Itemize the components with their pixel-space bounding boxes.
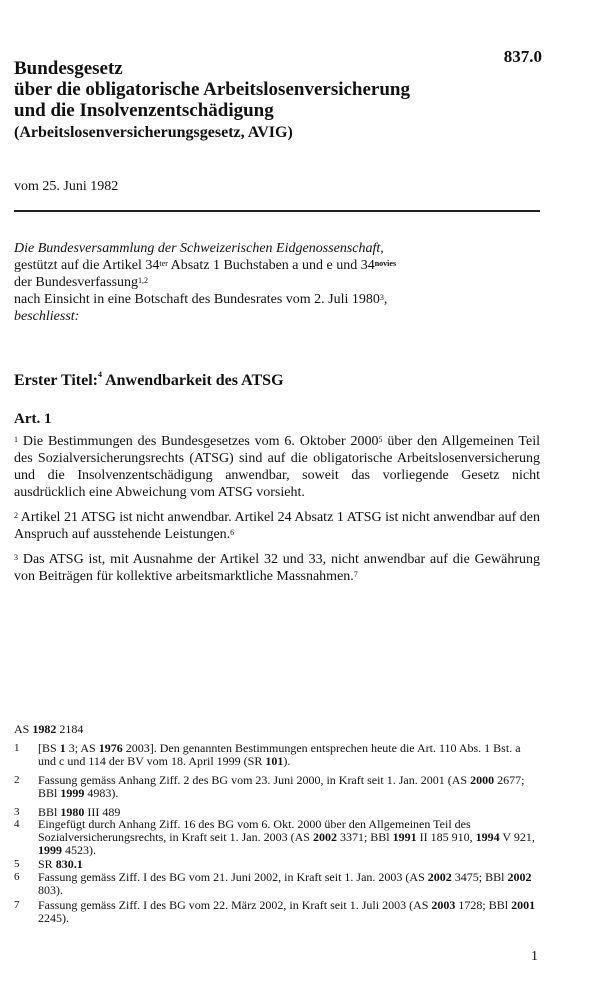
section-heading-title: Anwendbarkeit des ATSG — [101, 372, 284, 389]
preamble-basis-text-2: Absatz 1 Buchstaben a und e und 34 — [167, 258, 375, 273]
article-heading: Art. 1 — [14, 411, 52, 427]
paragraph-number: 2 — [14, 511, 18, 520]
paragraph-text: Artikel 21 ATSG ist nicht anwendbar. Artikel 24 Absatz 1 ATSG ist nicht anwendbar auf den Anspruch auf ausstehende Leistungen. — [14, 510, 540, 542]
fn-text: 3475; BBl — [451, 870, 508, 884]
title-line-2: über die obligatorische Arbeitslosenversicherung — [14, 79, 410, 100]
fn-bold: 2001 — [511, 898, 536, 912]
footnote-ref-3[interactable]: 3 — [379, 293, 384, 302]
section-heading — [14, 372, 284, 390]
preamble-constitution-text: der Bundesverfassung — [14, 275, 139, 290]
fn-bold: 2002 — [427, 870, 452, 884]
footnote-number: 4 — [14, 818, 20, 830]
footnote-number: 2 — [14, 774, 20, 786]
fn-text: 3371; BBl — [336, 830, 393, 844]
law-title — [14, 58, 484, 143]
fn-text: III 489 — [84, 805, 121, 819]
title-line-3: und die Insolvenzentschädigung — [14, 100, 274, 121]
paragraph-number: 1 — [14, 435, 18, 444]
fn-text: 4983). — [84, 786, 119, 800]
footnote-ref-6[interactable]: 6 — [230, 528, 235, 537]
fn-bold: 1991 — [392, 830, 417, 844]
fn-bold: 2002 — [312, 830, 337, 844]
paragraph-text-2: über den Allgemeinen Teil des Sozialversicherungsrechts (ATSG) sind auf die obligatorische Arbeitslosenversicherung und die Insolvenzentschädigung anwendbar, soweit das vorliegende Gesetz nicht ausdrücklich eine Abweichung vom ATSG vorsieht. — [14, 434, 540, 500]
fn-text: Fassung gemäss Ziff. I des BG vom 21. Juni 2002, in Kraft seit 1. Jan. 2003 (AS — [38, 870, 428, 884]
fn-text: Fassung gemäss Anhang Ziff. 2 des BG vom 23. Juni 2000, in Kraft seit 1. Jan. 2001 (AS — [38, 773, 471, 787]
preamble-message — [14, 291, 544, 308]
title-abbreviation: (Arbeitslosenversicherungsgesetz, AVIG) — [14, 124, 293, 141]
fn-text: BBl — [38, 805, 61, 819]
preamble-assembly: Die Bundesversammlung der Schweizerischen Eidgenossenschaft, — [14, 241, 384, 256]
fn-text: Eingefügt durch Anhang Ziff. 16 des BG vom 6. Okt. 2000 über den Allgemeinen Teil des Sozialversicherungsrechts, in Kraft seit 1. Jan. 2003 (AS — [38, 817, 471, 844]
fn-bold: 1976 — [98, 741, 123, 755]
fn-bold: 2003 — [431, 898, 456, 912]
fn-bold: 2002 — [507, 870, 532, 884]
fn-text: 803). — [38, 883, 63, 897]
fn-text: ). — [283, 754, 291, 768]
as-year: 1982 — [32, 722, 57, 736]
paragraph-number: 3 — [14, 553, 18, 562]
preamble-resolves: beschliesst: — [14, 309, 80, 324]
footnote-ref-4[interactable]: 4 — [97, 370, 102, 379]
fn-text: Fassung gemäss Ziff. I des BG vom 22. März 2002, in Kraft seit 1. Juli 2003 (AS — [38, 898, 432, 912]
preamble-message-comma: , — [383, 292, 388, 307]
footnote-text — [38, 871, 538, 897]
article-paragraph-3 — [14, 551, 540, 585]
fn-text: 2677; BBl — [38, 773, 525, 800]
footnote-text — [38, 899, 538, 925]
paragraph-text: Das ATSG ist, mit Ausnahme der Artikel 32 und 33, nicht anwendbar auf die Gewährung von Beiträgen für kollektive arbeitsmarktliche Massnahmen. — [14, 552, 540, 584]
footnote-ref-5[interactable]: 5 — [378, 435, 383, 444]
page-number: 1 — [531, 949, 538, 964]
title-line-1: Bundesgesetz — [14, 58, 123, 79]
fn-text: 3; AS — [65, 741, 99, 755]
fn-bold: 1999 — [38, 843, 62, 857]
preamble-constitution — [14, 274, 544, 291]
preamble-sup-novies: novies — [374, 259, 397, 268]
preamble-message-text: nach Einsicht in eine Botschaft des Bundesrates vom 2. Juli 1980 — [14, 292, 380, 307]
section-heading-label: Erster Titel: — [14, 372, 98, 389]
preamble-basis — [14, 257, 544, 274]
footnote-text — [38, 774, 538, 800]
footnote-ref-1-2[interactable]: 1,2 — [138, 276, 149, 285]
title-divider — [14, 210, 540, 212]
footnote-number: 3 — [14, 806, 20, 818]
enactment-date: vom 25. Juni 1982 — [14, 179, 119, 194]
fn-bold: 1994 — [475, 830, 500, 844]
footnote-number: 5 — [14, 858, 20, 870]
fn-text: V 921, — [499, 830, 535, 844]
fn-text: 2003]. Den genannten Bestimmungen entsprechen heute die Art. 110 Abs. 1 Bst. a und c und 114 der BV vom 18. April 1999 (SR — [38, 741, 521, 768]
fn-bold: 1 — [59, 741, 66, 755]
preamble-basis-text: gestützt auf die Artikel 34 — [14, 258, 160, 273]
fn-text: 2245). — [38, 911, 69, 925]
fn-bold: 1999 — [60, 786, 85, 800]
article-paragraph-2 — [14, 509, 540, 543]
official-collection-ref — [14, 722, 83, 737]
fn-text: [BS — [38, 741, 60, 755]
as-prefix: AS — [14, 722, 33, 736]
footnote-number: 7 — [14, 899, 20, 911]
footnote-text — [38, 742, 538, 768]
fn-text: 4523). — [62, 843, 96, 857]
sr-number: 837.0 — [503, 47, 542, 66]
fn-text: II 185 910, — [416, 830, 476, 844]
footnote-number: 1 — [14, 742, 20, 754]
paragraph-text: Die Bestimmungen des Bundesgesetzes vom 6. Oktober 2000 — [18, 434, 379, 449]
footnote-text — [38, 818, 538, 857]
fn-text: SR — [38, 857, 56, 871]
fn-bold: 2000 — [470, 773, 495, 787]
footnote-number: 6 — [14, 871, 20, 883]
as-page: 2184 — [56, 722, 84, 736]
fn-bold: 1980 — [60, 805, 85, 819]
preamble-sup-ter: ter — [159, 259, 168, 268]
fn-bold: 830.1 — [55, 857, 83, 871]
fn-bold: 101 — [265, 754, 284, 768]
preamble — [14, 240, 544, 325]
article-paragraph-1 — [14, 433, 540, 501]
fn-text: 1728; BBl — [455, 898, 512, 912]
footnote-ref-7[interactable]: 7 — [353, 570, 358, 579]
